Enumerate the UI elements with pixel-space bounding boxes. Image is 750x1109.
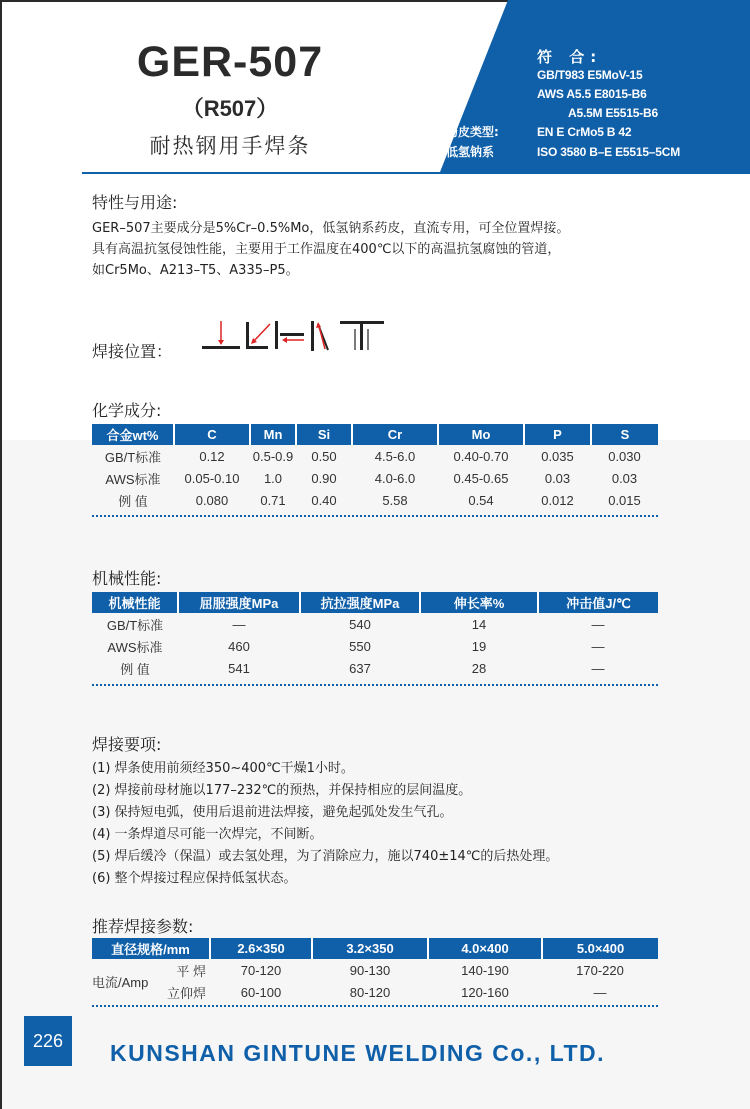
table-cell: 90-130 — [349, 962, 391, 978]
table-row — [92, 981, 658, 1003]
table-cell: 140-190 — [461, 962, 509, 978]
table-cell: 14 — [471, 616, 487, 632]
column-header: 合金wt% — [92, 424, 174, 445]
table-header-row — [92, 424, 658, 445]
table-cell: 460 — [228, 638, 250, 654]
product-subtitle: （R507） — [181, 96, 279, 121]
welding-position-diagram — [200, 316, 390, 356]
table-row — [92, 467, 658, 489]
table-row — [92, 489, 658, 511]
table-cell: 0.12 — [199, 448, 225, 464]
params-heading: 推荐焊接参数: — [92, 917, 194, 936]
mechanical-heading: 机械性能: — [92, 569, 162, 588]
table-cell: 550 — [349, 638, 371, 654]
table-cell: 28 — [471, 660, 487, 676]
table-row — [92, 613, 658, 635]
standard-aws-metric: A5.5M E5515-B6 — [568, 106, 658, 120]
standard-iso: ISO 3580 B–E E5515–5CM — [537, 145, 681, 159]
row-label: 例 值 — [118, 493, 148, 509]
table-cell: — — [232, 616, 246, 632]
comply-label: 符 合: — [537, 48, 603, 66]
overhead-position-icon — [340, 321, 384, 350]
welding-position-icons — [200, 316, 390, 360]
note-item: (5) 焊后缓冷（保温）或去氢处理，为了消除应力，施以740±14℃的后热处理。 — [92, 849, 559, 864]
table-cell: 0.035 — [541, 448, 574, 464]
column-header: Mo — [438, 424, 524, 445]
column-header: 冲击值J/℃ — [538, 592, 658, 613]
column-header: P — [524, 424, 591, 445]
table-cell: — — [591, 660, 605, 676]
flux-type-label: 药皮类型: — [446, 125, 499, 139]
sub-row-label: 平 焊 — [176, 963, 207, 979]
table-cell: 0.03 — [611, 470, 638, 486]
column-header: C — [174, 424, 250, 445]
vertical-position-icon — [311, 321, 328, 351]
table-cell: 0.080 — [195, 492, 229, 508]
standard-aws: AWS A5.5 E8015-B6 — [537, 87, 647, 101]
row-label: AWS标准 — [107, 639, 163, 655]
table-cell: 1.0 — [263, 470, 283, 486]
column-header: 5.0×400 — [542, 938, 658, 959]
mechanical-table — [92, 592, 658, 679]
table-cell: 70-120 — [240, 962, 282, 978]
row-label: GB/T标准 — [104, 449, 162, 465]
sub-row-label: 立仰焊 — [167, 985, 207, 1001]
left-border — [0, 0, 2, 1109]
notes-heading: 焊接要项: — [92, 735, 162, 754]
welding-position-label: 焊接位置： — [92, 342, 173, 361]
standard-gb: GB/T983 E5MoV-15 — [537, 68, 643, 82]
column-header: Cr — [352, 424, 438, 445]
table-cell: 540 — [349, 616, 371, 632]
table-cell: 170-220 — [576, 962, 624, 978]
table-cell: 0.012 — [541, 492, 574, 508]
header-rule — [82, 172, 750, 174]
properties-line: 具有高温抗氢侵蚀性能，主要用于工作温度在400℃以下的高温抗氢腐蚀的管道， — [92, 242, 561, 257]
table-cell: 60-100 — [240, 984, 282, 1000]
table-cell: — — [593, 984, 607, 1000]
column-header: 屈服强度MPa — [178, 592, 300, 613]
dotted-divider — [92, 515, 658, 517]
product-description: 耐热钢用手焊条 — [149, 134, 311, 158]
table-cell: 0.54 — [468, 492, 494, 508]
table-cell: 80-120 — [349, 984, 391, 1000]
table-row — [92, 445, 658, 467]
column-header: S — [591, 424, 658, 445]
note-item: (2) 焊接前母材施以177–232℃的预热，并保持相应的层间温度。 — [92, 783, 472, 798]
row-label: AWS标准 — [105, 471, 161, 487]
table-header-row — [92, 592, 658, 613]
table-cell: 120-160 — [461, 984, 509, 1000]
dotted-divider — [92, 1005, 658, 1007]
column-header: 抗拉强度MPa — [300, 592, 420, 613]
table-cell: 0.05-0.10 — [184, 470, 240, 486]
note-item: (3) 保持短电弧，使用后退前进法焊接，避免起弧处发生气孔。 — [92, 805, 453, 820]
standard-en: EN E CrMo5 B 42 — [537, 125, 632, 139]
column-header: 机械性能 — [92, 592, 178, 613]
table-cell: 4.5-6.0 — [374, 448, 416, 464]
dotted-divider — [92, 684, 658, 686]
table-header-row — [92, 938, 658, 959]
company-name: KUNSHAN GINTUNE WELDING Co., LTD. — [110, 1040, 605, 1066]
table-cell: 4.0-6.0 — [374, 470, 416, 486]
chemical-table — [92, 424, 658, 511]
note-item: (6) 整个焊接过程应保持低氢状态。 — [92, 871, 297, 886]
table-row — [92, 959, 658, 981]
table-cell: 0.03 — [544, 470, 571, 486]
chemical-heading: 化学成分: — [92, 401, 162, 420]
table-cell: 541 — [228, 660, 250, 676]
properties-heading: 特性与用途: — [92, 193, 178, 212]
horizontal-fillet-icon — [246, 322, 270, 349]
table-cell: 0.030 — [608, 448, 641, 464]
table-cell: 0.90 — [311, 470, 337, 486]
table-cell: 637 — [349, 660, 371, 676]
product-title: GER-507 — [136, 38, 324, 86]
table-row — [92, 657, 658, 679]
row-label: 例 值 — [120, 661, 150, 677]
note-item: (1) 焊条使用前须经350~400℃干燥1小时。 — [92, 761, 354, 776]
flat-position-icon — [202, 321, 240, 349]
column-header: 直径规格/mm — [92, 938, 210, 959]
row-label: GB/T标准 — [106, 617, 164, 633]
table-cell: — — [591, 616, 605, 632]
column-header: 3.2×350 — [312, 938, 428, 959]
table-cell: 0.50 — [311, 448, 337, 464]
column-header: Si — [296, 424, 352, 445]
table-cell: 0.71 — [260, 492, 286, 508]
properties-line: 如Cr5Mo、A213–T5、A335–P5。 — [92, 263, 299, 278]
note-item: (4) 一条焊道尽可能一次焊完，不间断。 — [92, 827, 323, 842]
table-cell: 0.40-0.70 — [453, 448, 509, 464]
column-header: 2.6×350 — [210, 938, 312, 959]
row-label: 电流/Amp — [92, 974, 149, 990]
params-table — [92, 938, 658, 1003]
column-header: 伸长率% — [420, 592, 538, 613]
flux-type-value: 低氢钠系 — [446, 145, 495, 159]
table-cell: — — [591, 638, 605, 654]
page-number: 226 — [24, 1016, 72, 1066]
table-cell: 5.58 — [382, 492, 408, 508]
table-row — [92, 635, 658, 657]
table-cell: 0.5-0.9 — [252, 448, 294, 464]
properties-line: GER–507主要成分是5%Cr–0.5%Mo，低氢钠系药皮，直流专用，可全位置焊接。 — [92, 221, 570, 236]
column-header: Mn — [250, 424, 296, 445]
table-cell: 19 — [471, 638, 487, 654]
table-cell: 0.40 — [311, 492, 337, 508]
column-header: 4.0×400 — [428, 938, 542, 959]
table-cell: 0.45-0.65 — [453, 470, 509, 486]
horizontal-position-icon — [275, 321, 304, 349]
table-cell: 0.015 — [608, 492, 641, 508]
